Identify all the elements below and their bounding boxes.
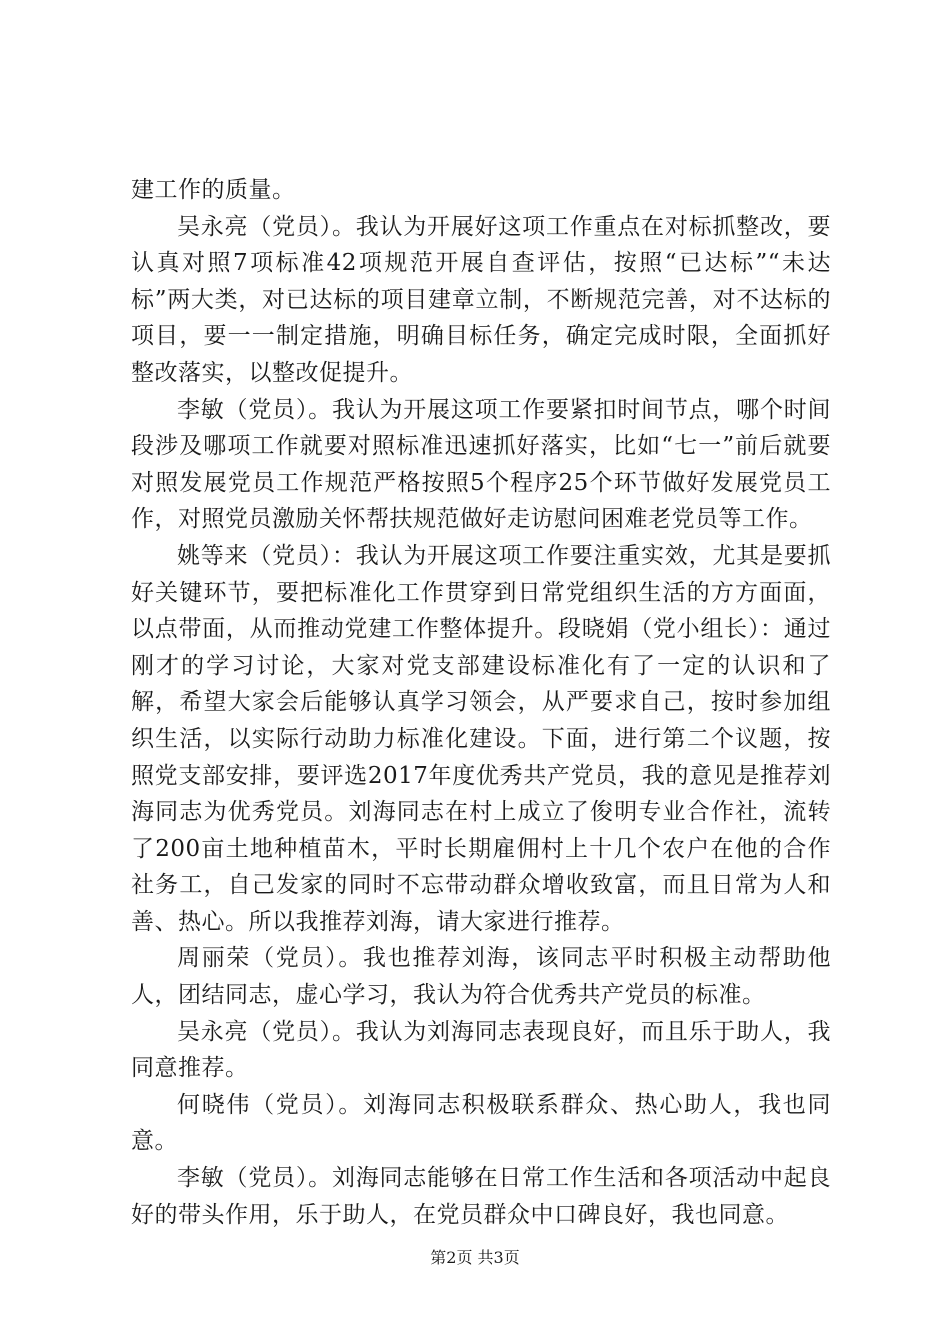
paragraph-6: 吴永亮（党员）。我认为刘海同志表现良好，而且乐于助人，我同意推荐。 [131, 1018, 831, 1082]
paragraph-2: 吴永亮（党员）。我认为开展好这项工作重点在对标抓整改，要认真对照7项标准42项规范开展自查评估，按照“已达标”“未达标”两大类，对已达标的项目建章立制，不断规范完善，对不达标的项目，要一一制定措施，明确目标任务，确定完成时限，全面抓好整改落实，以整改促提升。 [131, 213, 831, 386]
paragraph-3: 李敏（党员）。我认为开展这项工作要紧扣时间节点，哪个时间段涉及哪项工作就要对照标准迅速抓好落实，比如“七一”前后就要对照发展党员工作规范严格按照5个程序25个环节做好发展党员工作，对照党员激励关怀帮扶规范做好走访慰问困难老党员等工作。 [131, 396, 831, 533]
paragraph-4: 姚等来（党员）：我认为开展这项工作要注重实效，尤其是要抓好关键环节，要把标准化工作贯穿到日常党组织生活的方方面面，以点带面，从而推动党建工作整体提升。段晓娟（党小组长）：通过刚才的学习讨论，大家对党支部建设标准化有了一定的认识和了解，希望大家会后能够认真学习领会，从严要求自己，按时参加组织生活，以实际行动助力标准化建设。下面，进行第二个议题，按照党支部安排，要评选2017年度优秀共产党员，我的意见是推荐刘海同志为优秀党员。刘海同志在村上成立了俊明专业合作社，流转了200亩土地种植苗木，平时长期雇佣村上十几个农户在他的合作社务工，自己发家的同时不忘带动群众增收致富，而且日常为人和善、热心。所以我推荐刘海，请大家进行推荐。 [131, 542, 831, 935]
document-body [131, 172, 831, 1233]
paragraph-5: 周丽荣（党员）。我也推荐刘海，该同志平时积极主动帮助他人，团结同志，虚心学习，我认为符合优秀共产党员的标准。 [131, 945, 831, 1009]
paragraph-8: 李敏（党员）。刘海同志能够在日常工作生活和各项活动中起良好的带头作用，乐于助人，在党员群众中口碑良好，我也同意。 [131, 1165, 831, 1228]
paragraph-1: 建工作的质量。 [131, 177, 296, 203]
page-number-footer: 第2页 共3页 [430, 1248, 520, 1267]
paragraph-7: 何晓伟（党员）。刘海同志积极联系群众、热心助人，我也同意。 [131, 1091, 831, 1155]
